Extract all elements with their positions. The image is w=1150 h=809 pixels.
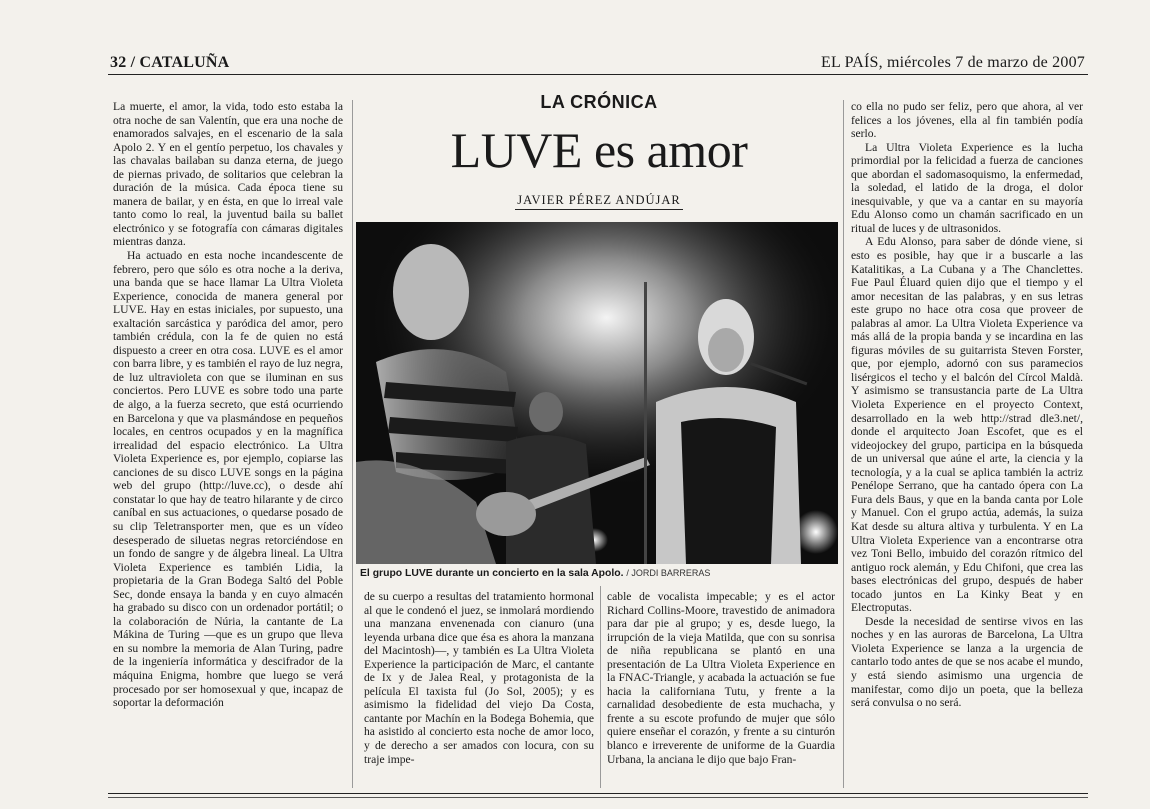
top-rule: [108, 74, 1088, 75]
column-divider: [843, 100, 844, 788]
paragraph: cable de vocalista impecable; y es el actor Richard Collins-Moore, travestido de animadora para dar pie al grupo; y es, desde luego, la irrupción de la vieja Matilda, que con su sonrisa de niña republicana se plantó en una presentación de La Ultra Violeta Experience en la FNAC-Triangle, y acabada la actuación se fue hacia la californiana Tutu, y frente a la carnalidad desobediente de esta muchacha, y frente a su escote profundo de mujer que sólo quiere enseñar el corazón, y frente a su cinturón blanco e irreverente de uniforme de la Guardia Urbana, la anciana le dijo que bajo Fran-: [607, 590, 835, 766]
section-kicker: LA CRÓNICA: [540, 92, 658, 112]
section-page-label: 32 / CATALUÑA: [110, 54, 230, 71]
article-column-3: [607, 590, 835, 785]
photo-caption: [360, 568, 840, 579]
bottom-rule-secondary: [108, 797, 1088, 798]
paragraph: Ha actuado en esta noche incandescente de febrero, pero que sólo es otra noche a la deriva, una banda que se hace llamar La Ultra Violeta Experience, conocida de manera general por LUVE. Hay en estas iniciales, por supuesto, una exaltación sarcástica y paródica del amor, pero también crédula, con la fe de quien no está dispuesto a creer en otra cosa. LUVE es el amor con barra libre, y es también el rayo de luz negra, de luz ultravioleta con que se iluminan en sus conciertos. Pero LUVE es sobre todo una parte de algo, a la fuerza secreto, que está ocurriendo en Barcelona y que va plasmándose en pequeños locales, en centros ocupados y en la magnífica irrealidad del espacio electrónico. La Ultra Violeta Experience es, por ejemplo, copiarse las canciones de su disco LUVE songs en la página web del grupo (http://luve.cc), o desde ahí constatar lo que hay de teatro hilarante y de circo caníbal en sus actuaciones, o quedarse posado de su clip Teletransporter men, que es un vídeo desesperado de siluetas negras retorciéndose en un fondo de sangre y de álgebra lineal. La Ultra Violeta Experience es también Lidia, la propietaria de la Gran Bodega Saltó del Poble Sec, donde ensaya la banda y en cuyo almacén ha grabado su disco con un ordenador portátil; o la colaboración de Núria, la cantante de La Mákina de Turing —que es un grupo que lleva en su nombre la memoria de Alan Turing, padre de la ingeniería informática y descifrador de la máquina Enigma, hombre que luego se verá procesado por ser homosexual y que, incapaz de soportar la deformación: [113, 249, 343, 710]
author-name: JAVIER PÉREZ ANDÚJAR: [515, 193, 683, 210]
photo-credit: / JORDI BARRERAS: [626, 568, 711, 578]
column-divider: [600, 586, 601, 788]
paragraph: de su cuerpo a resultas del tratamiento hormonal al que le condenó el juez, se inmolará mordiendo una manzana envenenada con cianuro (una leyenda urbana dice que ésa es ahora la manzana del Macintosh)—, y también es La Ultra Violeta Experience la participación de Marc, el cantante de Ix y de Jalea Real, y protagonista de la película El taxista ful (Jo Sol, 2005); y es asimismo la fidelidad del viejo Da Costa, cantante por Machín en la Bodega Bohemia, que ha asistido al concierto esta noche de amor loco, y de derecho a ser amados con locura, con su traje impe-: [364, 590, 594, 766]
headline: LUVE es amor: [450, 122, 748, 178]
paragraph: Desde la necesidad de sentirse vivos en las noches y en las auroras de Barcelona, La Ultra Violeta Experience se lanza a la urgencia de cantarlo todo antes de que se nos acabe el mundo, y está siendo asimismo una urgencia de manifestar, como dijo un poeta, que la belleza será convulsa o no será.: [851, 614, 1083, 710]
publication-date: EL PAÍS, miércoles 7 de marzo de 2007: [821, 54, 1085, 71]
byline: [364, 193, 834, 208]
column-divider: [352, 100, 353, 788]
masthead: [110, 50, 1085, 72]
article-column-4: [851, 100, 1083, 790]
caption-text: El grupo LUVE durante un concierto en la sala Apolo.: [360, 568, 624, 579]
bottom-rule: [108, 793, 1088, 794]
paragraph: co ella no pudo ser feliz, pero que ahora, al ver felices a los jóvenes, ella al fin también podía serlo.: [851, 100, 1083, 141]
article-column-2: [364, 590, 594, 785]
paragraph: La Ultra Violeta Experience es la lucha primordial por la felicidad a fuerza de canciones que abordan el sadomasoquismo, la enfermedad, la soledad, el latido de la droga, el dolor inesquivable, y que va a cantar en su mayoría Edu Alonso como un chamán sacrificado en un ritual de luces y de ultrasonidos.: [851, 140, 1083, 235]
concert-photo: [356, 222, 838, 564]
paragraph: La muerte, el amor, la vida, todo esto estaba la otra noche de san Valentín, que era una noche de enamorados salvajes, en el escenario de la sala Apolo 2. Y en el gentío perpetuo, los chavales y las chavalas bailaban su danza eterna, de juego de piernas privado, de solitarios que celebran la duración de la música. Cada época tiene su manera de bailar, y en ésta, en que lo irreal vale tanto como lo real, la juventud baila su ballet electrónico y se fotografía con cámaras digitales mientras danza.: [113, 100, 343, 249]
paragraph: A Edu Alonso, para saber de dónde viene, si esto es posible, hay que ir a buscarle a las Katalitikas, a La Cubana y a The Chanclettes. Fue Paul Éluard quien dijo que el tiempo y el amor necesitan de las palabras, y en sus letras este grupo no hace otra cosa que proveer de palabras al amor. La Ultra Violeta Experience va más allá de la propia banda y se incardina en las figuras móviles de su guitarrista Steven Forster, que, por ejemplo, adornó con sus paramecios lisérgicos el techo y el balcón del Círcol Maldà. Y asimismo se transustancia parte de La Ultra Violeta Experience en el proyecto Context, desarrollado en la web http://strad dle3.net/, donde el arquitecto Joan Escofet, que es el videojockey del grupo, participa en la búsqueda de un universal que aúne el arte, la ciencia y la tecnología, y a la cual se aplica también la actriz Penélope Serrano, que ha cantado ópera con La Fura dels Baus, y que en la banda canta por Lole y Manuel. Con el grupo actúa, además, la suiza Kat desde su altura altiva y turbulenta. Y en La Ultra Violeta Experience van a encontrarse otra vez Toni Bello, imbuido del corazón rítmico del antiguo rock alemán, y Edu Chifoni, que crea las bases electrónicas del grupo, después de haber tocado juntos en La Kinky Beat y en Electroputas.: [851, 235, 1083, 615]
article-column-1: [113, 100, 343, 790]
concert-photo-illustration: [356, 222, 838, 564]
